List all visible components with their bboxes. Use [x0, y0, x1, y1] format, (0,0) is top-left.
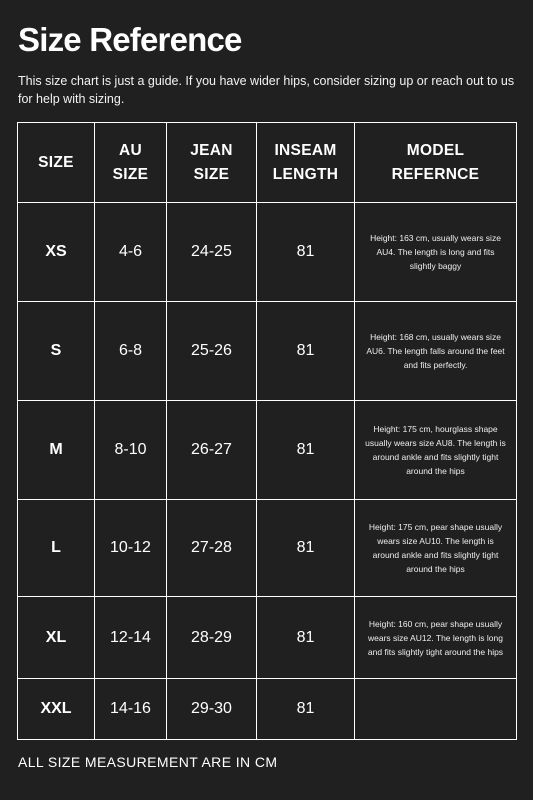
header-model-reference	[355, 123, 517, 203]
inseam-cell: 81	[257, 203, 355, 302]
header-size-line1: SIZE	[38, 153, 74, 171]
size-cell: XXL	[18, 679, 95, 740]
header-au-size-line1: AU	[119, 141, 142, 159]
table-row	[18, 203, 517, 302]
header-au-size	[95, 123, 167, 203]
header-row	[18, 123, 517, 203]
header-inseam-length-line1: INSEAM	[274, 141, 337, 159]
header-jean-size-line2: SIZE	[193, 165, 230, 183]
measurement-note: ALL SIZE MEASUREMENT ARE IN CM	[18, 754, 278, 770]
page-title: Size Reference	[18, 21, 242, 58]
size-cell: XL	[18, 597, 95, 679]
header-size	[18, 123, 95, 203]
size-cell: S	[18, 302, 95, 401]
model-reference-cell	[355, 679, 517, 740]
model-reference-cell: Height: 175 cm, pear shape usually wears size AU10. The length is around ankle and fits slightly tight around the hips	[355, 500, 517, 597]
table-row	[18, 401, 517, 500]
inseam-cell: 81	[257, 679, 355, 740]
header-inseam-length	[257, 123, 355, 203]
size-cell: L	[18, 500, 95, 597]
inseam-cell: 81	[257, 597, 355, 679]
inseam-cell: 81	[257, 302, 355, 401]
au-size-cell: 14-16	[95, 679, 167, 740]
au-size-cell: 4-6	[95, 203, 167, 302]
table-row	[18, 500, 517, 597]
au-size-cell: 12-14	[95, 597, 167, 679]
jean-size-cell: 28-29	[167, 597, 257, 679]
size-cell: M	[18, 401, 95, 500]
header-au-size-line2: SIZE	[112, 165, 149, 183]
model-reference-cell: Height: 175 cm, hourglass shape usually wears size AU8. The length is around ankle and fits slightly tight around the hips	[355, 401, 517, 500]
inseam-cell: 81	[257, 401, 355, 500]
inseam-cell: 81	[257, 500, 355, 597]
jean-size-cell: 27-28	[167, 500, 257, 597]
jean-size-cell: 24-25	[167, 203, 257, 302]
header-model-reference-line1: MODEL	[406, 141, 465, 159]
header-model-reference-line2: REFERNCE	[391, 165, 480, 183]
au-size-cell: 6-8	[95, 302, 167, 401]
au-size-cell: 8-10	[95, 401, 167, 500]
jean-size-cell: 26-27	[167, 401, 257, 500]
jean-size-cell: 25-26	[167, 302, 257, 401]
au-size-cell: 10-12	[95, 500, 167, 597]
table-row	[18, 597, 517, 679]
model-reference-cell: Height: 160 cm, pear shape usually wears size AU12. The length is long and fits slightly tight around the hips	[355, 597, 517, 679]
size-cell: XS	[18, 203, 95, 302]
table-row	[18, 302, 517, 401]
size-chart-table	[17, 122, 517, 740]
header-jean-size-line1: JEAN	[190, 141, 233, 159]
model-reference-cell: Height: 168 cm, usually wears size AU6. The length falls around the feet and fits perfectly.	[355, 302, 517, 401]
jean-size-cell: 29-30	[167, 679, 257, 740]
intro-text: This size chart is just a guide. If you have wider hips, consider sizing up or reach out to us for help with sizing.	[18, 74, 515, 106]
model-reference-cell: Height: 163 cm, usually wears size AU4. The length is long and fits slightly baggy	[355, 203, 517, 302]
header-inseam-length-line2: LENGTH	[272, 165, 339, 183]
table-row	[18, 679, 517, 740]
header-jean-size	[167, 123, 257, 203]
